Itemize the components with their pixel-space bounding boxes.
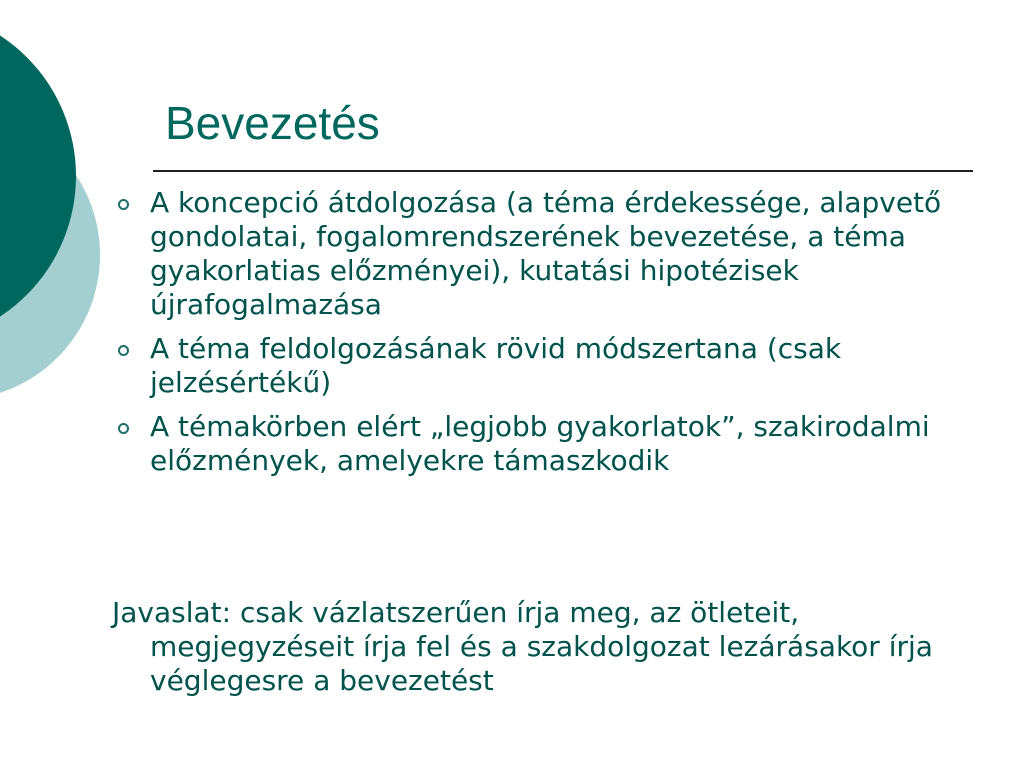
title-divider xyxy=(153,170,973,172)
bullet-item xyxy=(116,410,996,478)
suggestion-note: Javaslat: csak vázlatszerűen írja meg, az ötleteit, megjegyzéseit írja fel és a szakdolgozat lezárásakor írja véglegesre a bevezetést xyxy=(112,596,933,697)
hollow-circle-bullet-icon xyxy=(118,345,129,356)
slide-title: Bevezetés xyxy=(165,97,380,149)
bullet-item xyxy=(116,186,996,322)
bullet-text: A témakörben elért „legjobb gyakorlatok”, szakirodalmi előzmények, amelyekre támaszkodik xyxy=(150,410,930,477)
bullet-item xyxy=(116,332,996,400)
hollow-circle-bullet-icon xyxy=(118,423,129,434)
bullet-list xyxy=(116,186,996,488)
bullet-text: A téma feldolgozásának rövid módszertana (csak jelzésértékű) xyxy=(150,332,842,399)
bullet-text: A koncepció átdolgozása (a téma érdekessége, alapvető gondolatai, fogalomrendszerének bevezetése, a téma gyakorlatias előzményei), kutatási hipotézisek újrafogalmazása xyxy=(150,186,942,321)
hollow-circle-bullet-icon xyxy=(118,199,129,210)
